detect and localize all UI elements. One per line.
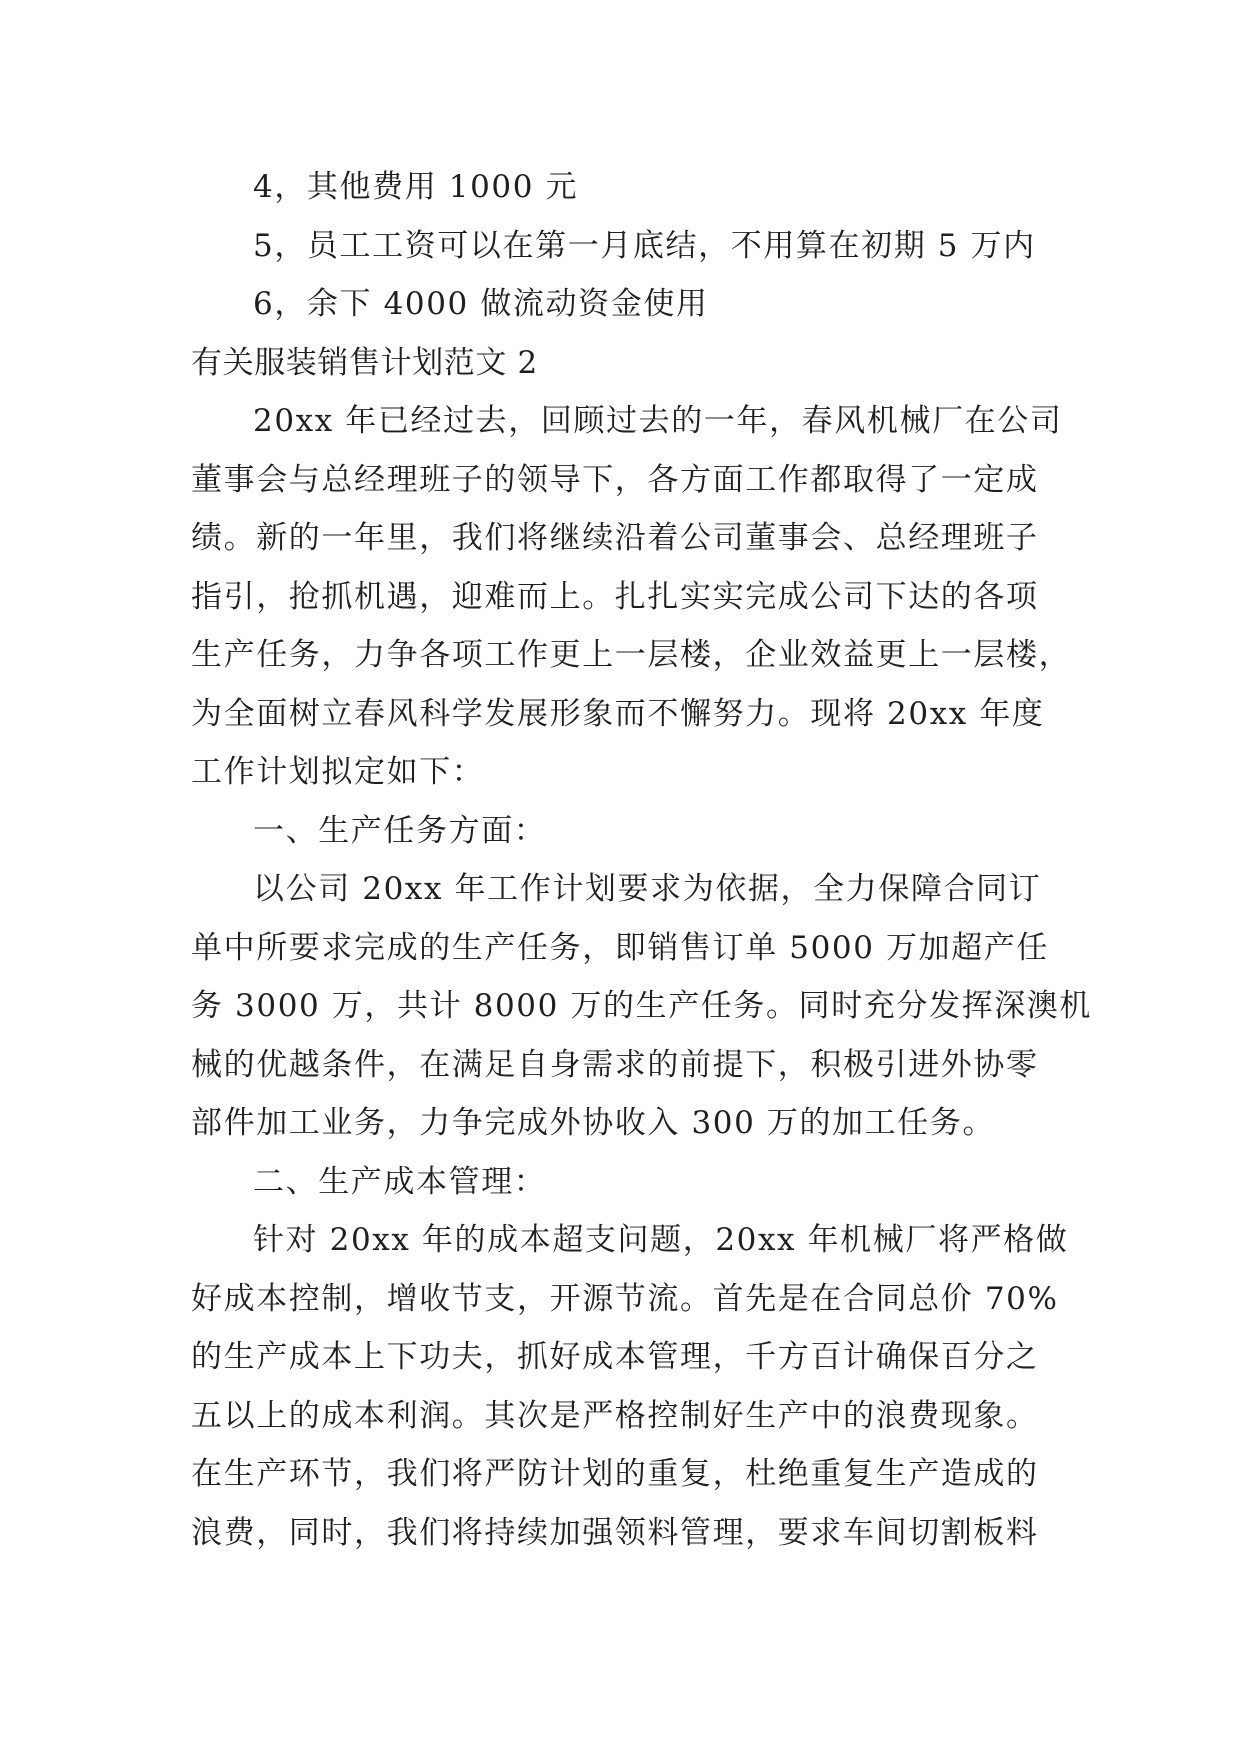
list-item: 4，其他费用 1000 元 bbox=[253, 169, 579, 205]
paragraph-line: 五以上的成本利润。其次是严格控制好生产中的浪费现象。 bbox=[191, 1397, 1039, 1434]
paragraph-line: 在生产环节，我们将严防计划的重复，杜绝重复生产造成的 bbox=[191, 1456, 1039, 1492]
document-body bbox=[191, 158, 1092, 1562]
section-heading: 一、生产任务方面： bbox=[253, 812, 547, 849]
paragraph-line: 工作计划拟定如下： bbox=[191, 754, 485, 790]
list-item: 5，员工工资可以在第一月底结，不用算在初期 5 万内 bbox=[253, 227, 1036, 264]
paragraph-line: 械的优越条件，在满足自身需求的前提下，积极引进外协零 bbox=[191, 1046, 1039, 1083]
section-title: 有关服装销售计划范文 2 bbox=[191, 344, 538, 381]
paragraph-line: 为全面树立春风科学发展形象而不懈努力。现将 20xx 年度 bbox=[191, 695, 1045, 732]
paragraph-line: 生产任务，力争各项工作更上一层楼，企业效益更上一层楼， bbox=[191, 637, 1072, 673]
paragraph-line: 指引，抢抓机遇，迎难而上。扎扎实实完成公司下达的各项 bbox=[191, 578, 1039, 615]
list-item: 6，余下 4000 做流动资金使用 bbox=[253, 286, 709, 322]
paragraph-line: 的生产成本上下功夫，抓好成本管理，千方百计确保百分之 bbox=[191, 1339, 1039, 1375]
paragraph-line: 单中所要求完成的生产任务，即销售订单 5000 万加超产任 bbox=[191, 929, 1049, 966]
paragraph-line: 针对 20xx 年的成本超支问题，20xx 年机械厂将严格做 bbox=[253, 1222, 1069, 1258]
paragraph-line: 部件加工业务，力争完成外协收入 300 万的加工任务。 bbox=[191, 1105, 996, 1141]
paragraph-line: 绩。新的一年里，我们将继续沿着公司董事会、总经理班子 bbox=[191, 520, 1039, 556]
paragraph-line: 20xx 年已经过去，回顾过去的一年，春风机械厂在公司 bbox=[253, 403, 1063, 439]
paragraph-line: 好成本控制，增收节支，开源节流。首先是在合同总价 70% bbox=[191, 1280, 1059, 1317]
paragraph-line: 以公司 20xx 年工作计划要求为依据，全力保障合同订 bbox=[253, 871, 1042, 907]
paragraph-line: 董事会与总经理班子的领导下，各方面工作都取得了一定成 bbox=[191, 461, 1039, 498]
paragraph-line: 务 3000 万，共计 8000 万的生产任务。同时充分发挥深澳机 bbox=[191, 988, 1092, 1024]
paragraph-line: 浪费，同时，我们将持续加强领料管理，要求车间切割板料 bbox=[191, 1514, 1039, 1551]
section-heading: 二、生产成本管理： bbox=[253, 1163, 547, 1200]
